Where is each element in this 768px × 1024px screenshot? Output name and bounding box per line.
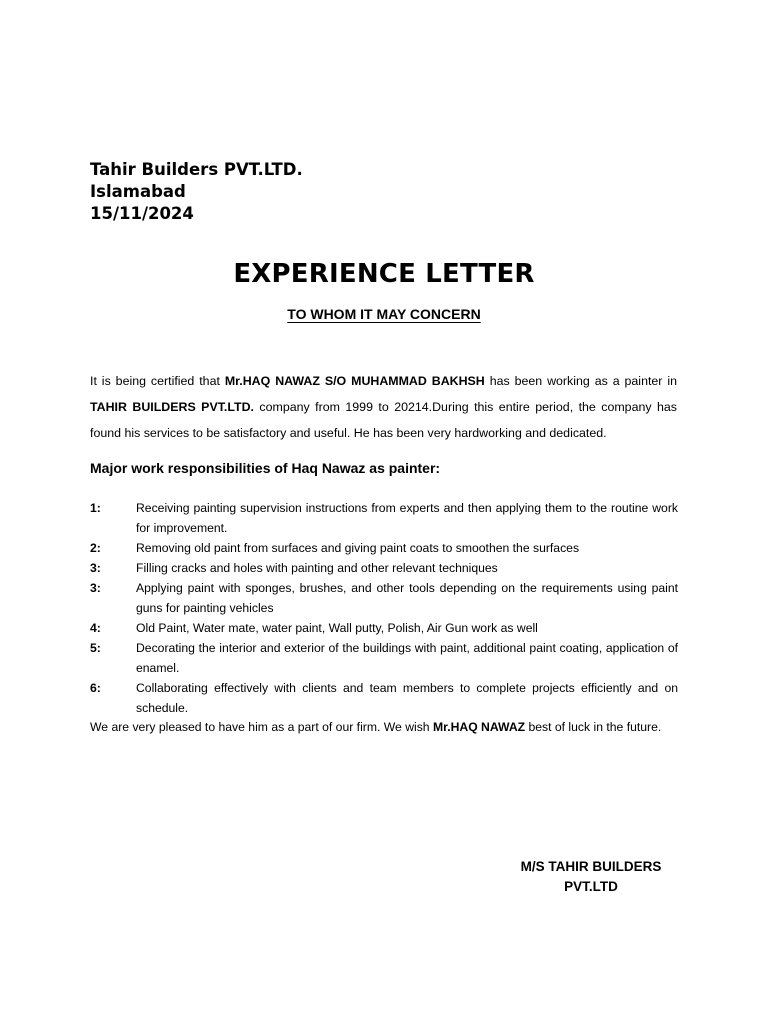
item-number: 6: [90,681,101,695]
list-item [90,618,678,638]
intro-line-2 [90,394,677,420]
item-text: Collaborating effectively with clients and team members to complete projects efficiently and on schedule. [136,681,678,715]
item-number: 3: [90,581,101,595]
intro-line-1 [90,368,677,394]
list-item [90,638,678,678]
item-number: 3: [90,561,101,575]
item-text: Receiving painting supervision instructions from experts and then applying them to the routine work for improvement. [136,501,678,535]
intro-text: company from 1999 to 20214.During this entire period, the company has [253,400,677,414]
signature-line-1: M/S TAHIR BUILDERS [520,859,662,874]
signature-block [488,857,694,897]
item-number: 1: [90,501,101,515]
item-number: 4: [90,621,101,635]
list-item [90,558,678,578]
company-name-inline: TAHIR BUILDERS PVT.LTD. [90,400,254,414]
responsibilities-list [90,498,678,718]
closing-text: best of luck in the future. [525,720,662,734]
employee-name-closing: Mr.HAQ NAWAZ [432,720,526,734]
company-name: Tahir Builders PVT.LTD. [90,160,303,179]
list-item [90,538,678,558]
closing-paragraph [90,717,678,737]
responsibilities-heading: Major work responsibilities of Haq Nawaz as painter: [90,460,441,476]
city-name: Islamabad [90,182,186,201]
signature-line-2: PVT.LTD [564,879,618,894]
closing-text: We are very pleased to have him as a part of our firm. We wish [90,720,433,734]
item-number: 5: [90,641,101,655]
intro-text: has been working as a painter in [484,374,677,388]
letterhead [90,159,303,225]
intro-text: It is being certified that [90,374,225,388]
item-number: 2: [90,541,101,555]
employee-name: Mr.HAQ NAWAZ S/O MUHAMMAD BAKHSH [224,374,485,388]
intro-line-3: found his services to be satisfactory and useful. He has been very hardworking and dedicated. [90,426,607,440]
letter-title: EXPERIENCE LETTER [233,259,535,289]
item-text: Removing old paint from surfaces and giving paint coats to smoothen the surfaces [136,541,580,555]
item-text: Filling cracks and holes with painting and other relevant techniques [136,561,498,575]
list-item [90,578,678,618]
intro-paragraph [90,368,677,446]
list-item [90,498,678,538]
list-item [90,678,678,718]
item-text: Old Paint, Water mate, water paint, Wall putty, Polish, Air Gun work as well [136,621,538,635]
subtitle-text: TO WHOM IT MAY CONCERN [287,306,481,322]
letter-subtitle [0,304,768,324]
item-text: Decorating the interior and exterior of the buildings with paint, additional paint coating, application of enamel. [136,641,678,675]
letter-date: 15/11/2024 [90,204,194,223]
item-text: Applying paint with sponges, brushes, and other tools depending on the requirements using paint guns for painting vehicles [136,581,678,615]
